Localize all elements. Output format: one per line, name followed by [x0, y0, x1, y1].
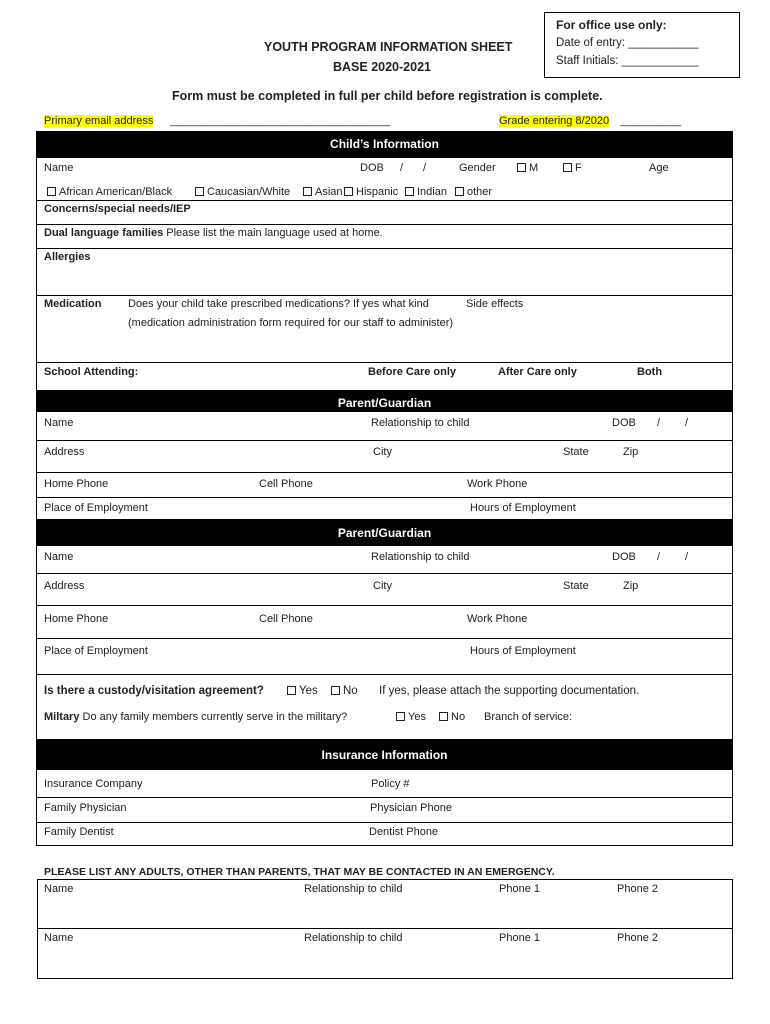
guardian2-home-phone-field[interactable]: Home Phone: [44, 613, 109, 625]
grade-entering-label: Grade entering 8/2020: [499, 115, 610, 127]
medication-note: (medication administration form required for our staff to administer): [128, 317, 454, 329]
concerns-field[interactable]: Concerns/special needs/IEP: [44, 203, 191, 215]
guardian1-state-field[interactable]: State: [563, 446, 589, 458]
dual-language-field[interactable]: Dual language families Please list the main language used at home.: [44, 227, 383, 239]
guardian1-header: Parent/Guardian: [36, 390, 733, 412]
form-instruction: Form must be completed in full per child before registration is complete.: [172, 89, 603, 103]
guardian1-cell-phone-field[interactable]: Cell Phone: [259, 478, 313, 490]
guardian1-zip-field[interactable]: Zip: [623, 446, 639, 458]
dob-separator: /: [685, 551, 689, 563]
after-care-option[interactable]: After Care only: [498, 366, 577, 378]
checkbox-icon: [331, 686, 340, 695]
ethnicity-asian-checkbox[interactable]: Asian: [303, 186, 343, 198]
guardian1-home-phone-field[interactable]: Home Phone: [44, 478, 109, 490]
guardian1-name-field[interactable]: Name: [44, 417, 74, 429]
guardian2-relationship-field[interactable]: Relationship to child: [371, 551, 470, 563]
guardian1-relationship-field[interactable]: Relationship to child: [371, 417, 470, 429]
grade-entering-field[interactable]: __________: [620, 115, 682, 127]
dob-separator: /: [423, 162, 427, 174]
branch-of-service-field[interactable]: Branch of service:: [484, 711, 573, 723]
emergency-contact-name[interactable]: Name: [44, 932, 74, 944]
guardian2-header: Parent/Guardian: [36, 519, 733, 546]
emergency-contact-phone1[interactable]: Phone 1: [499, 883, 540, 895]
emergency-contact-phone2[interactable]: Phone 2: [617, 932, 658, 944]
checkbox-icon: [195, 187, 204, 196]
child-gender-label: Gender: [459, 162, 496, 174]
insurance-header: Insurance Information: [36, 740, 733, 770]
ethnicity-indian-checkbox[interactable]: Indian: [405, 186, 447, 198]
guardian1-hours-field[interactable]: Hours of Employment: [470, 502, 576, 514]
medication-field[interactable]: Medication: [44, 298, 102, 310]
checkbox-icon: [563, 163, 572, 172]
guardian2-cell-phone-field[interactable]: Cell Phone: [259, 613, 313, 625]
emergency-contact-phone2[interactable]: Phone 2: [617, 883, 658, 895]
guardian1-dob-field[interactable]: DOB: [612, 417, 636, 429]
ethnicity-african-checkbox[interactable]: African American/Black: [47, 186, 172, 198]
child-name-field[interactable]: Name: [44, 162, 74, 174]
guardian1-work-phone-field[interactable]: Work Phone: [467, 478, 528, 490]
form-subtitle: BASE 2020-2021: [333, 60, 431, 74]
custody-military-box: [36, 674, 733, 740]
guardian2-name-field[interactable]: Name: [44, 551, 74, 563]
checkbox-icon: [287, 686, 296, 695]
dentist-phone-field[interactable]: Dentist Phone: [369, 826, 439, 838]
child-age-field[interactable]: Age: [649, 162, 669, 174]
checkbox-icon: [303, 187, 312, 196]
physician-phone-field[interactable]: Physician Phone: [370, 802, 452, 814]
date-of-entry-field[interactable]: Date of entry: ___________: [556, 37, 699, 49]
ethnicity-caucasian-checkbox[interactable]: Caucasian/White: [195, 186, 290, 198]
guardian2-state-field[interactable]: State: [563, 580, 589, 592]
emergency-heading: PLEASE LIST ANY ADULTS, OTHER THAN PARENTS, THAT MAY BE CONTACTED IN AN EMERGENCY.: [44, 866, 555, 878]
checkbox-icon: [344, 187, 353, 196]
insurance-company-field[interactable]: Insurance Company: [44, 778, 143, 790]
allergies-field[interactable]: Allergies: [44, 251, 91, 263]
guardian2-address-field[interactable]: Address: [44, 580, 85, 592]
guardian2-work-phone-field[interactable]: Work Phone: [467, 613, 528, 625]
dob-separator: /: [685, 417, 689, 429]
gender-female-checkbox[interactable]: F: [563, 162, 582, 174]
guardian2-city-field[interactable]: City: [373, 580, 392, 592]
ethnicity-hispanic-checkbox[interactable]: Hispanic: [344, 186, 398, 198]
family-dentist-field[interactable]: Family Dentist: [44, 826, 114, 838]
side-effects-field[interactable]: Side effects: [466, 298, 524, 310]
child-dob-field[interactable]: DOB: [360, 162, 384, 174]
office-use-heading: For office use only:: [556, 18, 667, 32]
custody-no-checkbox[interactable]: No: [331, 685, 358, 697]
emergency-contact-name[interactable]: Name: [44, 883, 74, 895]
guardian2-dob-field[interactable]: DOB: [612, 551, 636, 563]
policy-number-field[interactable]: Policy #: [371, 778, 410, 790]
custody-note: If yes, please attach the supporting documentation.: [379, 685, 640, 697]
guardian1-address-field[interactable]: Address: [44, 446, 85, 458]
both-care-option[interactable]: Both: [637, 366, 663, 378]
guardian2-zip-field[interactable]: Zip: [623, 580, 639, 592]
childs-information-header: Child’s Information: [36, 131, 733, 158]
form-title: YOUTH PROGRAM INFORMATION SHEET: [264, 40, 513, 54]
staff-initials-field[interactable]: Staff Initials: ____________: [556, 55, 699, 67]
guardian2-employment-field[interactable]: Place of Employment: [44, 645, 148, 657]
dob-separator: /: [400, 162, 404, 174]
emergency-contact-relationship[interactable]: Relationship to child: [304, 883, 403, 895]
military-question: Miltary Do any family members currently serve in the military?: [44, 711, 348, 723]
military-yes-checkbox[interactable]: Yes: [396, 711, 426, 723]
checkbox-icon: [47, 187, 56, 196]
guardian1-city-field[interactable]: City: [373, 446, 392, 458]
emergency-contact-relationship[interactable]: Relationship to child: [304, 932, 403, 944]
emergency-contact-phone1[interactable]: Phone 1: [499, 932, 540, 944]
guardian2-hours-field[interactable]: Hours of Employment: [470, 645, 576, 657]
medication-question: Does your child take prescribed medications? If yes what kind: [128, 298, 429, 310]
checkbox-icon: [439, 712, 448, 721]
guardian1-employment-field[interactable]: Place of Employment: [44, 502, 148, 514]
checkbox-icon: [396, 712, 405, 721]
family-physician-field[interactable]: Family Physician: [44, 802, 127, 814]
school-attending-field[interactable]: School Attending:: [44, 366, 139, 378]
custody-yes-checkbox[interactable]: Yes: [287, 685, 318, 697]
ethnicity-other-checkbox[interactable]: other: [455, 186, 492, 198]
checkbox-icon: [405, 187, 414, 196]
military-no-checkbox[interactable]: No: [439, 711, 465, 723]
gender-male-checkbox[interactable]: M: [517, 162, 538, 174]
custody-question: Is there a custody/visitation agreement?: [44, 685, 264, 697]
primary-email-label: Primary email address: [44, 115, 154, 127]
checkbox-icon: [455, 187, 464, 196]
dob-separator: /: [657, 551, 661, 563]
dob-separator: /: [657, 417, 661, 429]
before-care-option[interactable]: Before Care only: [368, 366, 457, 378]
checkbox-icon: [517, 163, 526, 172]
primary-email-field[interactable]: ____________________________________: [170, 115, 391, 127]
